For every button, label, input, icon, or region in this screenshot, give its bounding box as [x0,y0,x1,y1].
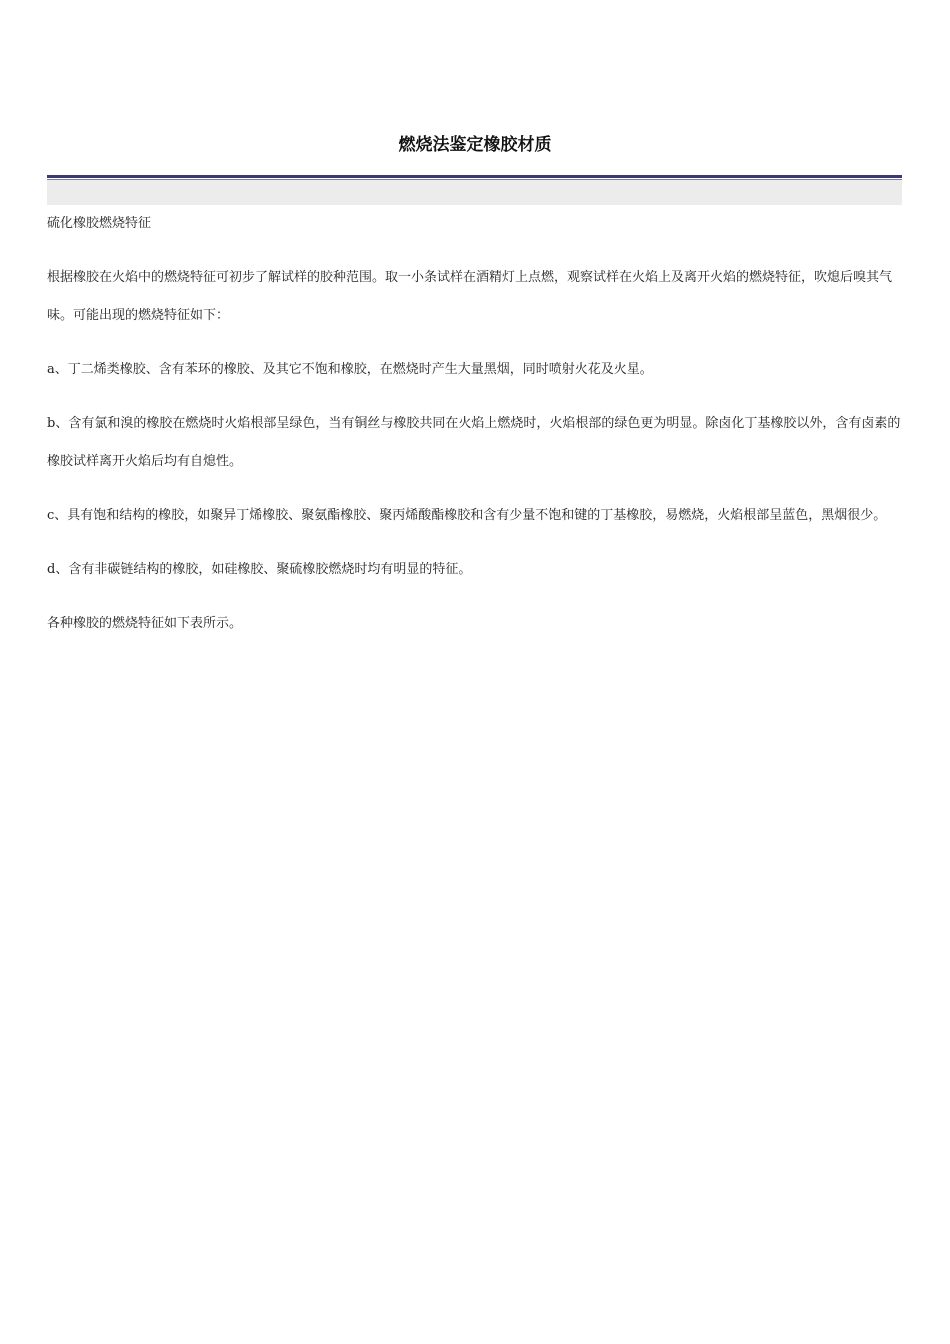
section-heading: 硫化橡胶燃烧特征 [47,216,152,231]
spacer [47,481,902,497]
paragraph-b: b、含有氯和溴的橡胶在燃烧时火焰根部呈绿色，当有铜丝与橡胶共同在火焰上燃烧时，火焰根部的绿色更为明显。除卤化丁基橡胶以外，含有卤素的橡胶试样离开火焰后均有自熄性。 [47,416,901,469]
paragraph-intro: 根据橡胶在火焰中的燃烧特征可初步了解试样的胶种范围。取一小条试样在酒精灯上点燃，观察试样在火焰上及离开火焰的燃烧特征，吹熄后嗅其气味。可能出现的燃烧特征如下： [47,270,893,323]
paragraph-d: d、含有非碳链结构的橡胶，如硅橡胶、聚硫橡胶燃烧时均有明显的特征。 [47,562,472,577]
paragraph-a: a、丁二烯类橡胶、含有苯环的橡胶、及其它不饱和橡胶，在燃烧时产生大量黑烟，同时喷射火花及火星。 [47,362,653,377]
spacer [47,389,902,405]
spacer [47,335,902,351]
article-body [47,205,902,643]
spacer [47,243,902,259]
page-title: 燃烧法鉴定橡胶材质 [398,135,552,155]
paragraph-c: c、具有饱和结构的橡胶，如聚异丁烯橡胶、聚氨酯橡胶、聚丙烯酸酯橡胶和含有少量不饱和键的丁基橡胶，易燃烧，火焰根部呈蓝色，黑烟很少。 [47,508,887,523]
header-band [47,180,902,205]
spacer [47,535,902,551]
paragraph-table-intro: 各种橡胶的燃烧特征如下表所示。 [47,616,243,631]
title-divider [47,175,902,178]
spacer [47,589,902,605]
